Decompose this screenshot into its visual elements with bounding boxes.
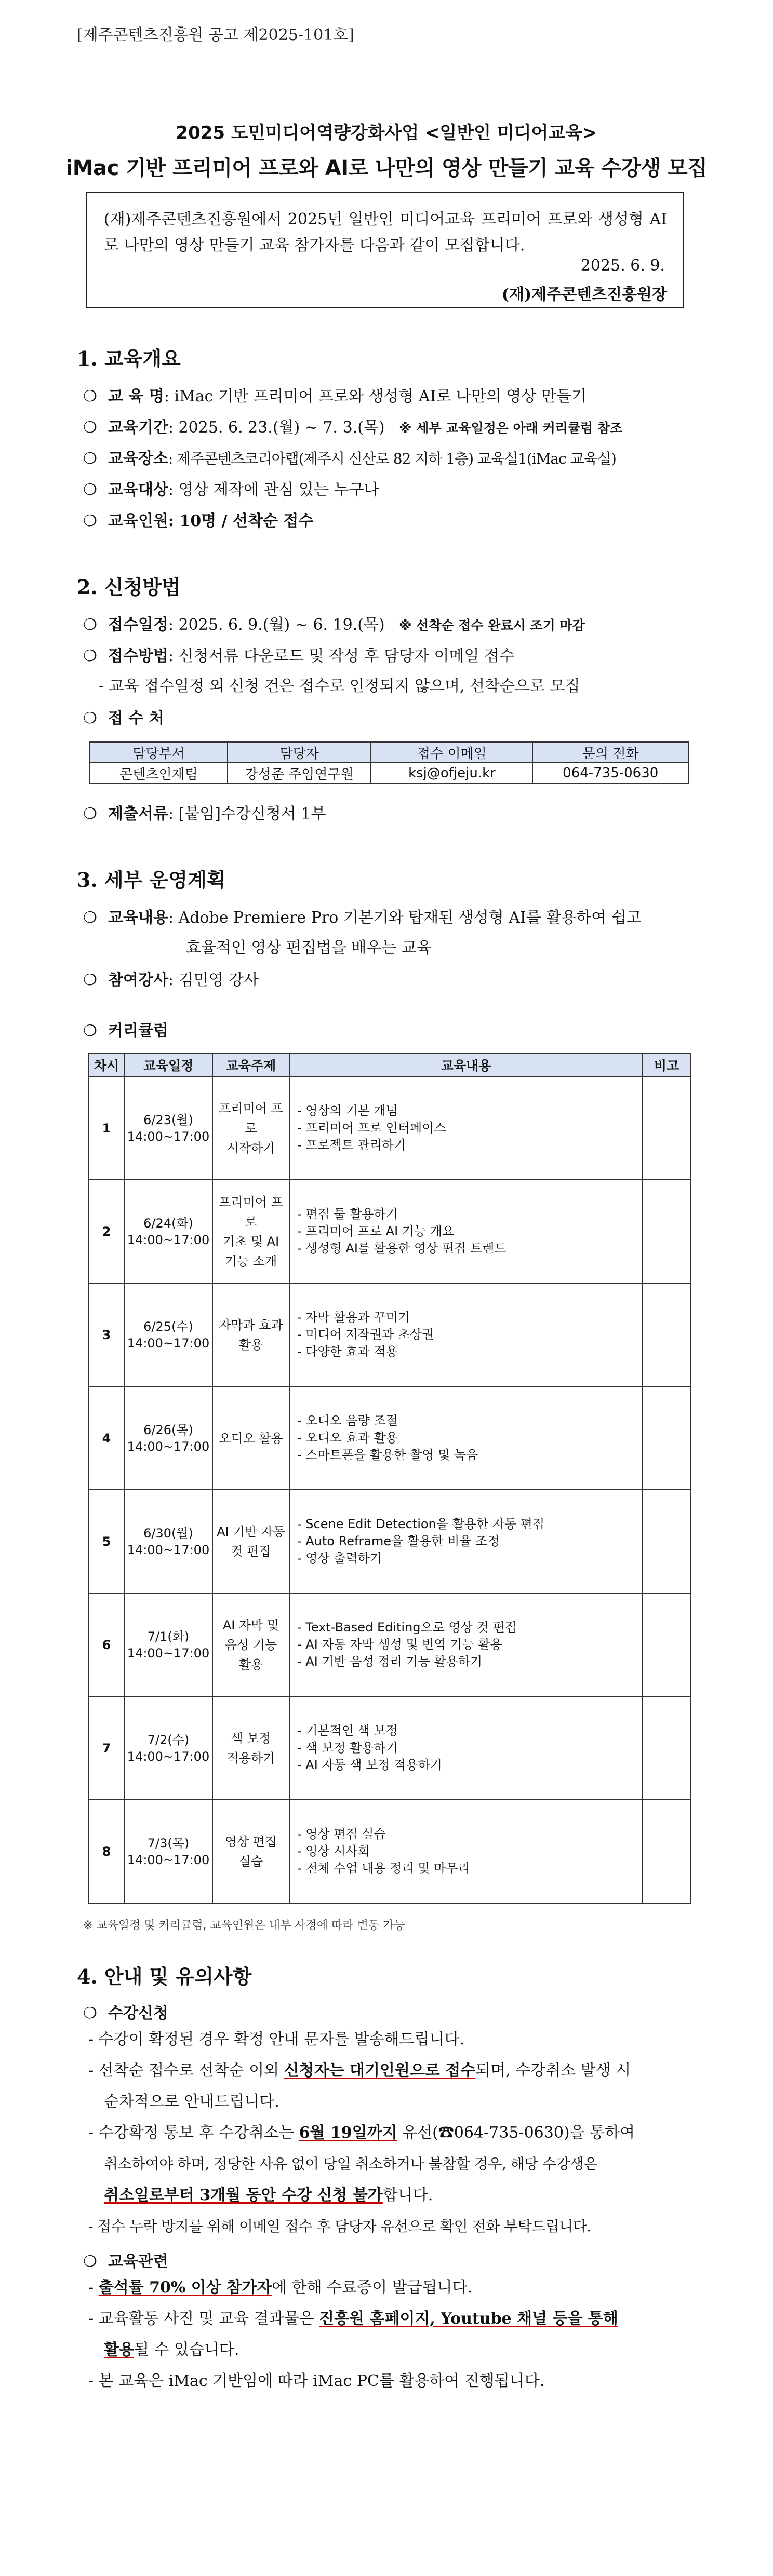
session-topic: [212, 1076, 289, 1180]
enroll-label-row: ❍ 수강신청: [83, 2004, 168, 2022]
session-topic: [212, 1386, 289, 1490]
notice-number: [제주콘텐츠진흥원 공고 제2025-101호]: [77, 26, 354, 44]
title-line1: 2025 도민미디어역량강화사업 <일반인 미디어교육>: [176, 123, 597, 143]
content-line: - AI 자동 색 보정 적용하기: [297, 1758, 442, 1772]
overview-place-row: ❍ 교육장소: 제주콘텐츠코리아랩(제주시 신산로 82 지하 1층) 교육실1(iMac 교육실): [83, 450, 616, 468]
content-line: - AI 기반 음성 정리 기능 활용하기: [297, 1654, 483, 1669]
enroll-p1: - 수강이 확정된 경우 확정 안내 문자를 발송해드립니다.: [88, 2030, 464, 2048]
enroll-p3-cont: 취소하여야 하며, 정당한 사유 없이 당일 취소하거나 불참할 경우, 해당 수강생은: [104, 2155, 598, 2173]
overview-name-row: ❍ 교 육 명: iMac 기반 프리미어 프로와 생성형 AI로 나만의 영상 만들기: [83, 387, 587, 406]
topic-line: 오디오 활용: [219, 1431, 283, 1446]
session-time: 14:00~17:00: [127, 1336, 210, 1351]
contact-header: 접수 이메일: [371, 742, 532, 763]
session-time: 14:00~17:00: [127, 1542, 210, 1557]
content-line: - 프리미어 프로 AI 기능 개요: [297, 1224, 455, 1238]
edu-p2: - 교육활동 사진 및 교육 결과물은 진흥원 홈페이지, Youtube 채널 등을 통해: [88, 2310, 618, 2328]
session-date: 6/24(화): [143, 1216, 193, 1231]
edu-p2-cont: 활용될 수 있습니다.: [104, 2341, 239, 2359]
content-line: - 프로젝트 관리하기: [297, 1138, 406, 1152]
topic-line: 실습: [238, 1854, 263, 1869]
docs-row: ❍ 제출서류: [붙임]수강신청서 1부: [83, 805, 326, 823]
contact-header: 담당자: [228, 742, 371, 763]
session-topic: [212, 1180, 289, 1283]
topic-line: 기초 및 AI: [222, 1234, 279, 1249]
curriculum-footnote: ※ 교육일정 및 커리큘럼, 교육인원은 내부 사정에 따라 변동 가능: [83, 1919, 405, 1932]
contact-person: 강성준 주임연구원: [228, 763, 371, 784]
intro-box: [86, 192, 684, 308]
instructor-row: ❍ 참여강사: 김민영 강사: [83, 971, 259, 989]
circle-bullet-icon: ❍: [83, 2253, 97, 2271]
content-line: - 스마트폰을 활용한 촬영 및 녹음: [297, 1448, 478, 1462]
session-schedule: [124, 1490, 212, 1593]
topic-line: 영상 편집: [224, 1834, 277, 1849]
session-date: 7/3(목): [147, 1836, 190, 1851]
col-header: 교육내용: [289, 1054, 643, 1076]
session-topic: [212, 1696, 289, 1800]
session-schedule: [124, 1283, 212, 1386]
circle-bullet-icon: ❍: [83, 971, 97, 989]
circle-bullet-icon: ❍: [83, 512, 97, 530]
circle-bullet-icon: ❍: [83, 616, 97, 634]
session-topic: [212, 1800, 289, 1903]
topic-line: 프리미어 프로: [219, 1101, 283, 1136]
session-date: 6/23(월): [143, 1112, 193, 1127]
edu-p1: - 출석률 70% 이상 참가자에 한해 수료증이 발급됩니다.: [88, 2278, 473, 2297]
curriculum-row: [89, 1386, 690, 1490]
session-number: 8: [89, 1800, 124, 1903]
overview-period-row: ❍ 교육기간: 2025. 6. 23.(월) ~ 7. 3.(목) ※ 세부 교육일정은 아래 커리큘럼 참조: [83, 419, 623, 437]
content-line: - 오디오 효과 활용: [297, 1431, 398, 1445]
schedule-note: ※ 선착순 접수 완료시 조기 마감: [399, 618, 585, 633]
contact-phone[interactable]: 064-735-0630: [532, 763, 688, 784]
section2-title: 2. 신청방법: [77, 575, 181, 599]
content-line: - 생성형 AI를 활용한 영상 편집 트렌드: [297, 1241, 507, 1256]
session-schedule: [124, 1386, 212, 1490]
contact-email[interactable]: ksj@ofjeju.kr: [371, 763, 532, 784]
method-note: - 교육 접수일정 외 신청 건은 접수로 인정되지 않으며, 선착순으로 모집: [99, 677, 580, 695]
topic-line: 프리미어 프로: [219, 1194, 283, 1229]
session-number: 2: [89, 1180, 124, 1283]
session-date: 7/1(화): [147, 1629, 190, 1644]
session-topic: [212, 1283, 289, 1386]
page-title: iMac 기반 프리미어 프로와 AI로 나만의 영상 만들기 교육 수강생 모집: [65, 156, 708, 180]
session-schedule: [124, 1696, 212, 1800]
session-time: 14:00~17:00: [127, 1852, 210, 1867]
enroll-p3: - 수강확정 통보 후 수강취소는 6월 19일까지 유선(☎064-735-0630)을 통하여: [88, 2124, 635, 2142]
session-remark: [643, 1593, 690, 1696]
session-number: 3: [89, 1283, 124, 1386]
contact-header-row: [90, 742, 688, 763]
edu-label-row: ❍ 교육관련: [83, 2253, 168, 2271]
enroll-p4: - 접수 누락 방지를 위해 이메일 접수 후 담당자 유선으로 확인 전화 부탁드립니다.: [88, 2218, 591, 2235]
content-line: - 편집 툴 활용하기: [297, 1207, 398, 1221]
topic-line: 시작하기: [226, 1140, 275, 1155]
intro-org: (재)제주콘텐츠진흥원장: [501, 286, 667, 304]
content-line: - 자막 활용과 꾸미기: [297, 1310, 410, 1325]
contact-table: [89, 741, 689, 784]
period-note: ※ 세부 교육일정은 아래 커리큘럼 참조: [399, 421, 623, 436]
contact-dept: 콘텐츠인재팀: [90, 763, 228, 784]
topic-line: 자막과 효과: [219, 1317, 283, 1332]
curriculum-row: [89, 1593, 690, 1696]
content-line: - 영상 시사회: [297, 1844, 370, 1858]
circle-bullet-icon: ❍: [83, 909, 97, 927]
curriculum-row: [89, 1180, 690, 1283]
content-line: - 미디어 저작권과 초상권: [297, 1327, 434, 1342]
session-remark: [643, 1696, 690, 1800]
apply-method-row: ❍ 접수방법: 신청서류 다운로드 및 작성 후 담당자 이메일 접수: [83, 647, 514, 665]
overview-target-row: ❍ 교육대상: 영상 제작에 관심 있는 누구나: [83, 481, 379, 499]
session-date: 6/25(수): [143, 1319, 193, 1334]
intro-date: 2025. 6. 9.: [580, 257, 665, 275]
content-line: - 오디오 음량 조절: [297, 1413, 398, 1428]
session-remark: [643, 1076, 690, 1180]
content-line: - 다양한 효과 적용: [297, 1344, 398, 1359]
circle-bullet-icon: ❍: [83, 805, 97, 823]
session-time: 14:00~17:00: [127, 1232, 210, 1247]
session-number: 4: [89, 1386, 124, 1490]
session-number: 6: [89, 1593, 124, 1696]
session-number: 7: [89, 1696, 124, 1800]
apply-schedule-row: ❍ 접수일정: 2025. 6. 9.(월) ~ 6. 19.(목) ※ 선착순 접수 완료시 조기 마감: [83, 616, 585, 634]
session-content: [289, 1180, 643, 1283]
section4-title: 4. 안내 및 유의사항: [77, 1965, 252, 1988]
session-date: 6/26(목): [143, 1422, 193, 1437]
session-topic: [212, 1490, 289, 1593]
topic-line: 색 보정: [231, 1731, 271, 1746]
session-schedule: [124, 1593, 212, 1696]
col-header: 비고: [643, 1054, 690, 1076]
session-remark: [643, 1180, 690, 1283]
plan-content-row: ❍ 교육내용: Adobe Premiere Pro 기본기와 탑재된 생성형 AI를 활용하여 쉽고: [83, 909, 642, 927]
enroll-p2-cont: 순차적으로 안내드립니다.: [104, 2093, 279, 2111]
overview-count-row: ❍ 교육인원: 10명 / 선착순 접수: [83, 512, 314, 530]
session-content: [289, 1800, 643, 1903]
content-line: - 영상의 기본 개념: [297, 1103, 398, 1118]
section1-title: 1. 교육개요: [77, 347, 181, 370]
content-line: - 영상 편집 실습: [297, 1827, 386, 1841]
content-line: - Text-Based Editing으로 영상 컷 편집: [297, 1620, 517, 1635]
circle-bullet-icon: ❍: [83, 387, 97, 406]
session-time: 14:00~17:00: [127, 1646, 210, 1661]
session-content: [289, 1386, 643, 1490]
session-number: 5: [89, 1490, 124, 1593]
contact-header: 문의 전화: [532, 742, 688, 763]
contact-row: [90, 763, 688, 784]
session-remark: [643, 1490, 690, 1593]
curriculum-row: [89, 1800, 690, 1903]
intro-text: (재)제주콘텐츠진흥원에서 2025년 일반인 미디어교육 프리미어 프로와 생성형 AI로 나만의 영상 만들기 교육 참가자를 다음과 같이 모집합니다.: [104, 210, 667, 254]
session-schedule: [124, 1076, 212, 1180]
curriculum-row: [89, 1696, 690, 1800]
session-number: 1: [89, 1076, 124, 1180]
curriculum-row: [89, 1490, 690, 1593]
session-remark: [643, 1283, 690, 1386]
topic-line: 활용: [238, 1337, 263, 1352]
content-line: - 색 보정 활용하기: [297, 1741, 398, 1755]
enroll-p2: - 선착순 접수로 선착순 이외 신청자는 대기인원으로 접수되며, 수강취소 발생 시: [88, 2061, 631, 2080]
session-content: [289, 1283, 643, 1386]
topic-line: AI 기반 자동: [217, 1524, 285, 1539]
circle-bullet-icon: ❍: [83, 647, 97, 665]
edu-p3: - 본 교육은 iMac 기반임에 따라 iMac PC를 활용하여 진행됩니다.: [88, 2372, 545, 2390]
circle-bullet-icon: ❍: [83, 419, 97, 437]
enroll-p3-end: 취소일로부터 3개월 동안 수강 신청 불가합니다.: [104, 2186, 433, 2204]
content-line: - Scene Edit Detection을 활용한 자동 편집: [297, 1517, 545, 1531]
curriculum-header-row: [89, 1054, 690, 1076]
curriculum-row: [89, 1076, 690, 1180]
circle-bullet-icon: ❍: [83, 709, 97, 727]
col-header: 교육일정: [124, 1054, 212, 1076]
topic-line: 적용하기: [226, 1750, 275, 1765]
circle-bullet-icon: ❍: [83, 481, 97, 499]
session-time: 14:00~17:00: [127, 1749, 210, 1764]
session-schedule: [124, 1800, 212, 1903]
col-header: 교육주제: [212, 1054, 289, 1076]
topic-line: 음성 기능: [224, 1637, 277, 1652]
topic-line: 컷 편집: [231, 1544, 271, 1559]
content-line: - 프리미어 프로 인터페이스: [297, 1121, 446, 1135]
topic-line: AI 자막 및: [222, 1617, 279, 1633]
circle-bullet-icon: ❍: [83, 2004, 97, 2022]
contact-label-row: ❍ 접 수 처: [83, 709, 164, 727]
session-content: [289, 1076, 643, 1180]
curriculum-table: [88, 1053, 691, 1904]
circle-bullet-icon: ❍: [83, 450, 97, 468]
session-date: 7/2(수): [147, 1732, 190, 1747]
session-remark: [643, 1800, 690, 1903]
session-date: 6/30(월): [143, 1526, 193, 1541]
session-remark: [643, 1386, 690, 1490]
curriculum-row: [89, 1283, 690, 1386]
session-topic: [212, 1593, 289, 1696]
curriculum-label-row: ❍ 커리큘럼: [83, 1022, 168, 1040]
circle-bullet-icon: ❍: [83, 1022, 97, 1040]
session-content: [289, 1696, 643, 1800]
content-line: - Auto Reframe을 활용한 비율 조정: [297, 1534, 500, 1548]
section3-title: 3. 세부 운영계획: [77, 868, 226, 892]
col-header: 차시: [89, 1054, 124, 1076]
session-time: 14:00~17:00: [127, 1129, 210, 1144]
plan-content-cont: 효율적인 영상 편집법을 배우는 교육: [186, 939, 432, 957]
content-line: - 전체 수업 내용 정리 및 마무리: [297, 1861, 470, 1876]
content-line: - AI 자동 자막 생성 및 번역 기능 활용: [297, 1637, 502, 1652]
content-line: - 영상 출력하기: [297, 1551, 382, 1566]
session-time: 14:00~17:00: [127, 1439, 210, 1454]
content-line: - 기본적인 색 보정: [297, 1723, 398, 1738]
session-content: [289, 1490, 643, 1593]
session-content: [289, 1593, 643, 1696]
topic-line: 기능 소개: [224, 1253, 277, 1269]
session-schedule: [124, 1180, 212, 1283]
contact-header: 담당부서: [90, 742, 228, 763]
topic-line: 활용: [238, 1657, 263, 1672]
